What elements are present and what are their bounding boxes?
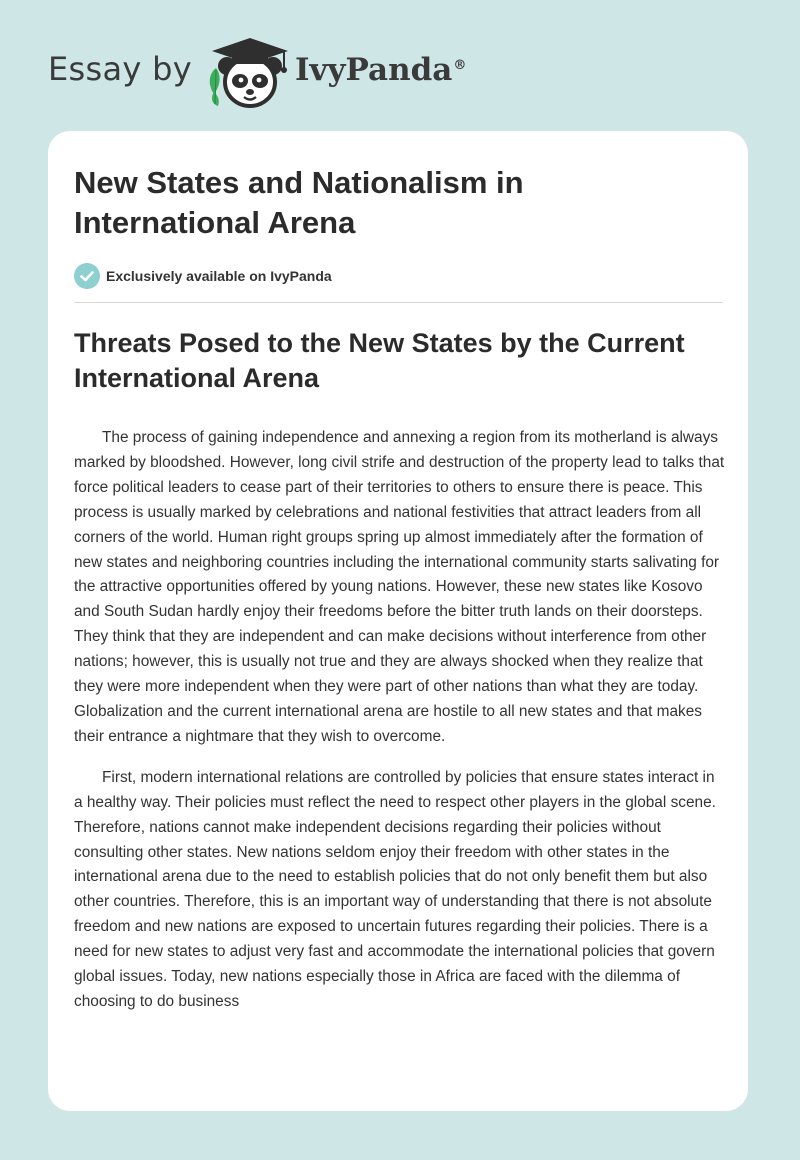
exclusive-badge-text: Exclusively available on IvyPanda	[106, 268, 332, 284]
registered-mark: ®	[453, 57, 467, 73]
panda-graduate-logo-icon	[202, 34, 292, 110]
essay-card	[48, 131, 748, 1111]
brand-name-text: IvyPanda	[295, 52, 453, 88]
brand-header[interactable]	[48, 34, 508, 110]
brand-name	[295, 52, 466, 88]
checkmark-circle-icon	[74, 263, 100, 289]
section-heading: Threats Posed to the New States by the Current International Arena	[74, 328, 685, 393]
page-title: New States and Nationalism in International Arena	[74, 165, 524, 240]
paragraph: First, modern international relations are controlled by policies that ensure states interact in a healthy way. Their policies must reflect the need to respect other players in the global scene. Therefore, nations cannot make independent decisions regarding their policies without consulting other states. New nations seldom enjoy their freedom with other states in the international arena due to the need to establish policies that do not only benefit them but also other countries. Therefore, this is an important way of understanding that there is not absolute freedom and new nations are exposed to uncertain futures regarding their policies. There is a need for new states to adjust very fast and accommodate the international policies that govern global issues. Today, new nations especially those in Africa are faced with the dilemma of choosing to do business	[74, 768, 716, 1010]
divider	[74, 302, 723, 303]
exclusive-badge	[74, 263, 332, 289]
essay-body	[74, 426, 726, 1031]
brand-prefix: Essay by	[48, 50, 192, 88]
paragraph: The process of gaining independence and annexing a region from its motherland is always marked by bloodshed. However, long civil strife and destruction of the property lead to talks that force political leaders to cease part of their territories to others to ensure there is peace. This process is usually marked by celebrations and national festivities that attract leaders from all corners of the world. Human right groups spring up almost immediately after the formation of new states and neighboring countries including the international community starts salivating for the attractive opportunities offered by young nations. However, these new states like Kosovo and South Sudan hardly enjoy their freedoms before the bitter truth lands on their doorsteps. They think that they are independent and can make decisions without interference from other nations; however, this is usually not true and they are always shocked when they realize that they were more independent when they were part of other nations than what they are today. Globalization and the current international arena are hostile to all new states and that makes their entrance a nightmare that they wish to overcome.	[74, 429, 725, 745]
